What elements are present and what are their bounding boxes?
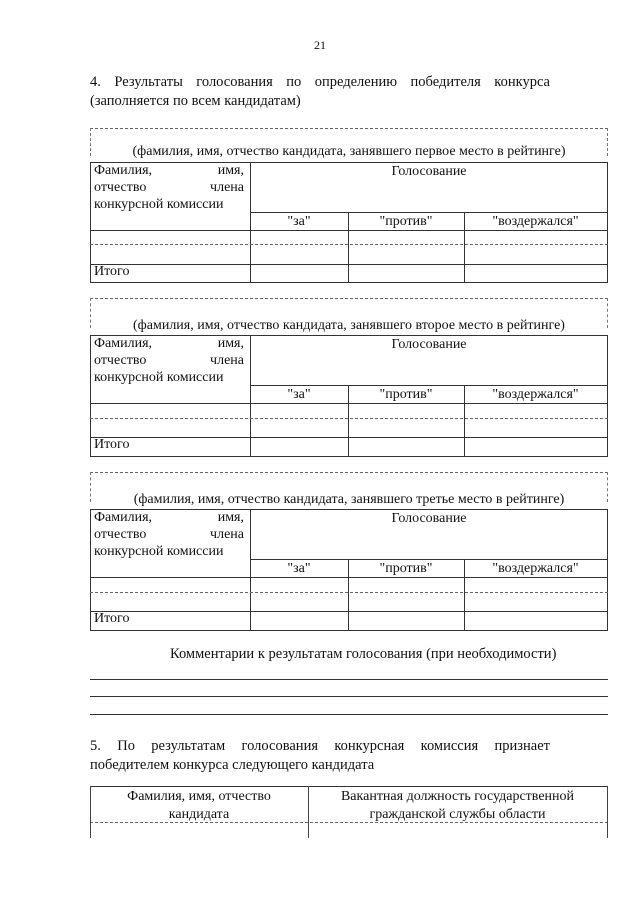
vote-table-3 [90, 472, 608, 630]
table-2-caption: (фамилия, имя, отчество кандидата, занявшего второе место в рейтинге) [133, 318, 565, 333]
section-5-title-line1: 5. По результатам голосования конкурсная комиссия признает [90, 738, 550, 754]
table-2-member-header: Фамилия, имя, отчество члена конкурсной комиссии [94, 336, 244, 385]
section-4-title-line1: 4. Результаты голосования по определению победителя конкурса [90, 74, 550, 90]
winner-col-name-header: Фамилия, имя, отчество кандидата [127, 789, 271, 822]
table-1-voting-label: Голосование [391, 164, 467, 179]
comment-line-3 [90, 714, 608, 715]
table-2-voting-label: Голосование [391, 337, 467, 352]
winner-col-position-header: Вакантная должность государственной гражданской службы области [340, 789, 575, 822]
table-1-col-abstain: "воздержался" [492, 214, 579, 229]
section-4-title [90, 73, 550, 111]
section-5-title-line2: победителем конкурса следующего кандидата [90, 757, 375, 773]
page-number: 21 [314, 38, 326, 52]
comments-label: Комментарии к результатам голосования (при необходимости) [170, 646, 557, 662]
table-1-member-header: Фамилия, имя, отчество члена конкурсной комиссии [94, 163, 244, 212]
table-3-total: Итого [94, 611, 130, 626]
table-3-col-abstain: "воздержался" [492, 561, 579, 576]
winner-table [90, 786, 608, 838]
table-1-col-against: "против" [379, 214, 433, 229]
table-3-col-for: "за" [287, 561, 311, 576]
table-2-col-abstain: "воздержался" [492, 387, 579, 402]
table-2-col-against: "против" [379, 387, 433, 402]
table-1-caption: (фамилия, имя, отчество кандидата, занявшего первое место в рейтинге) [132, 144, 566, 159]
table-1-total: Итого [94, 264, 130, 279]
vote-table-2 [90, 298, 608, 456]
comment-line-2 [90, 696, 608, 697]
table-3-voting-label: Голосование [391, 511, 467, 526]
section-5-title [90, 737, 550, 775]
vote-table-1 [90, 128, 608, 282]
section-4-title-line2: (заполняется по всем кандидатам) [90, 93, 301, 109]
table-2-total: Итого [94, 437, 130, 452]
table-3-member-header: Фамилия, имя, отчество члена конкурсной комиссии [94, 510, 244, 559]
comment-line-1 [90, 679, 608, 680]
table-1-col-for: "за" [287, 214, 311, 229]
table-3-caption: (фамилия, имя, отчество кандидата, занявшего третье место в рейтинге) [133, 492, 565, 507]
table-3-col-against: "против" [379, 561, 433, 576]
table-2-col-for: "за" [287, 387, 311, 402]
